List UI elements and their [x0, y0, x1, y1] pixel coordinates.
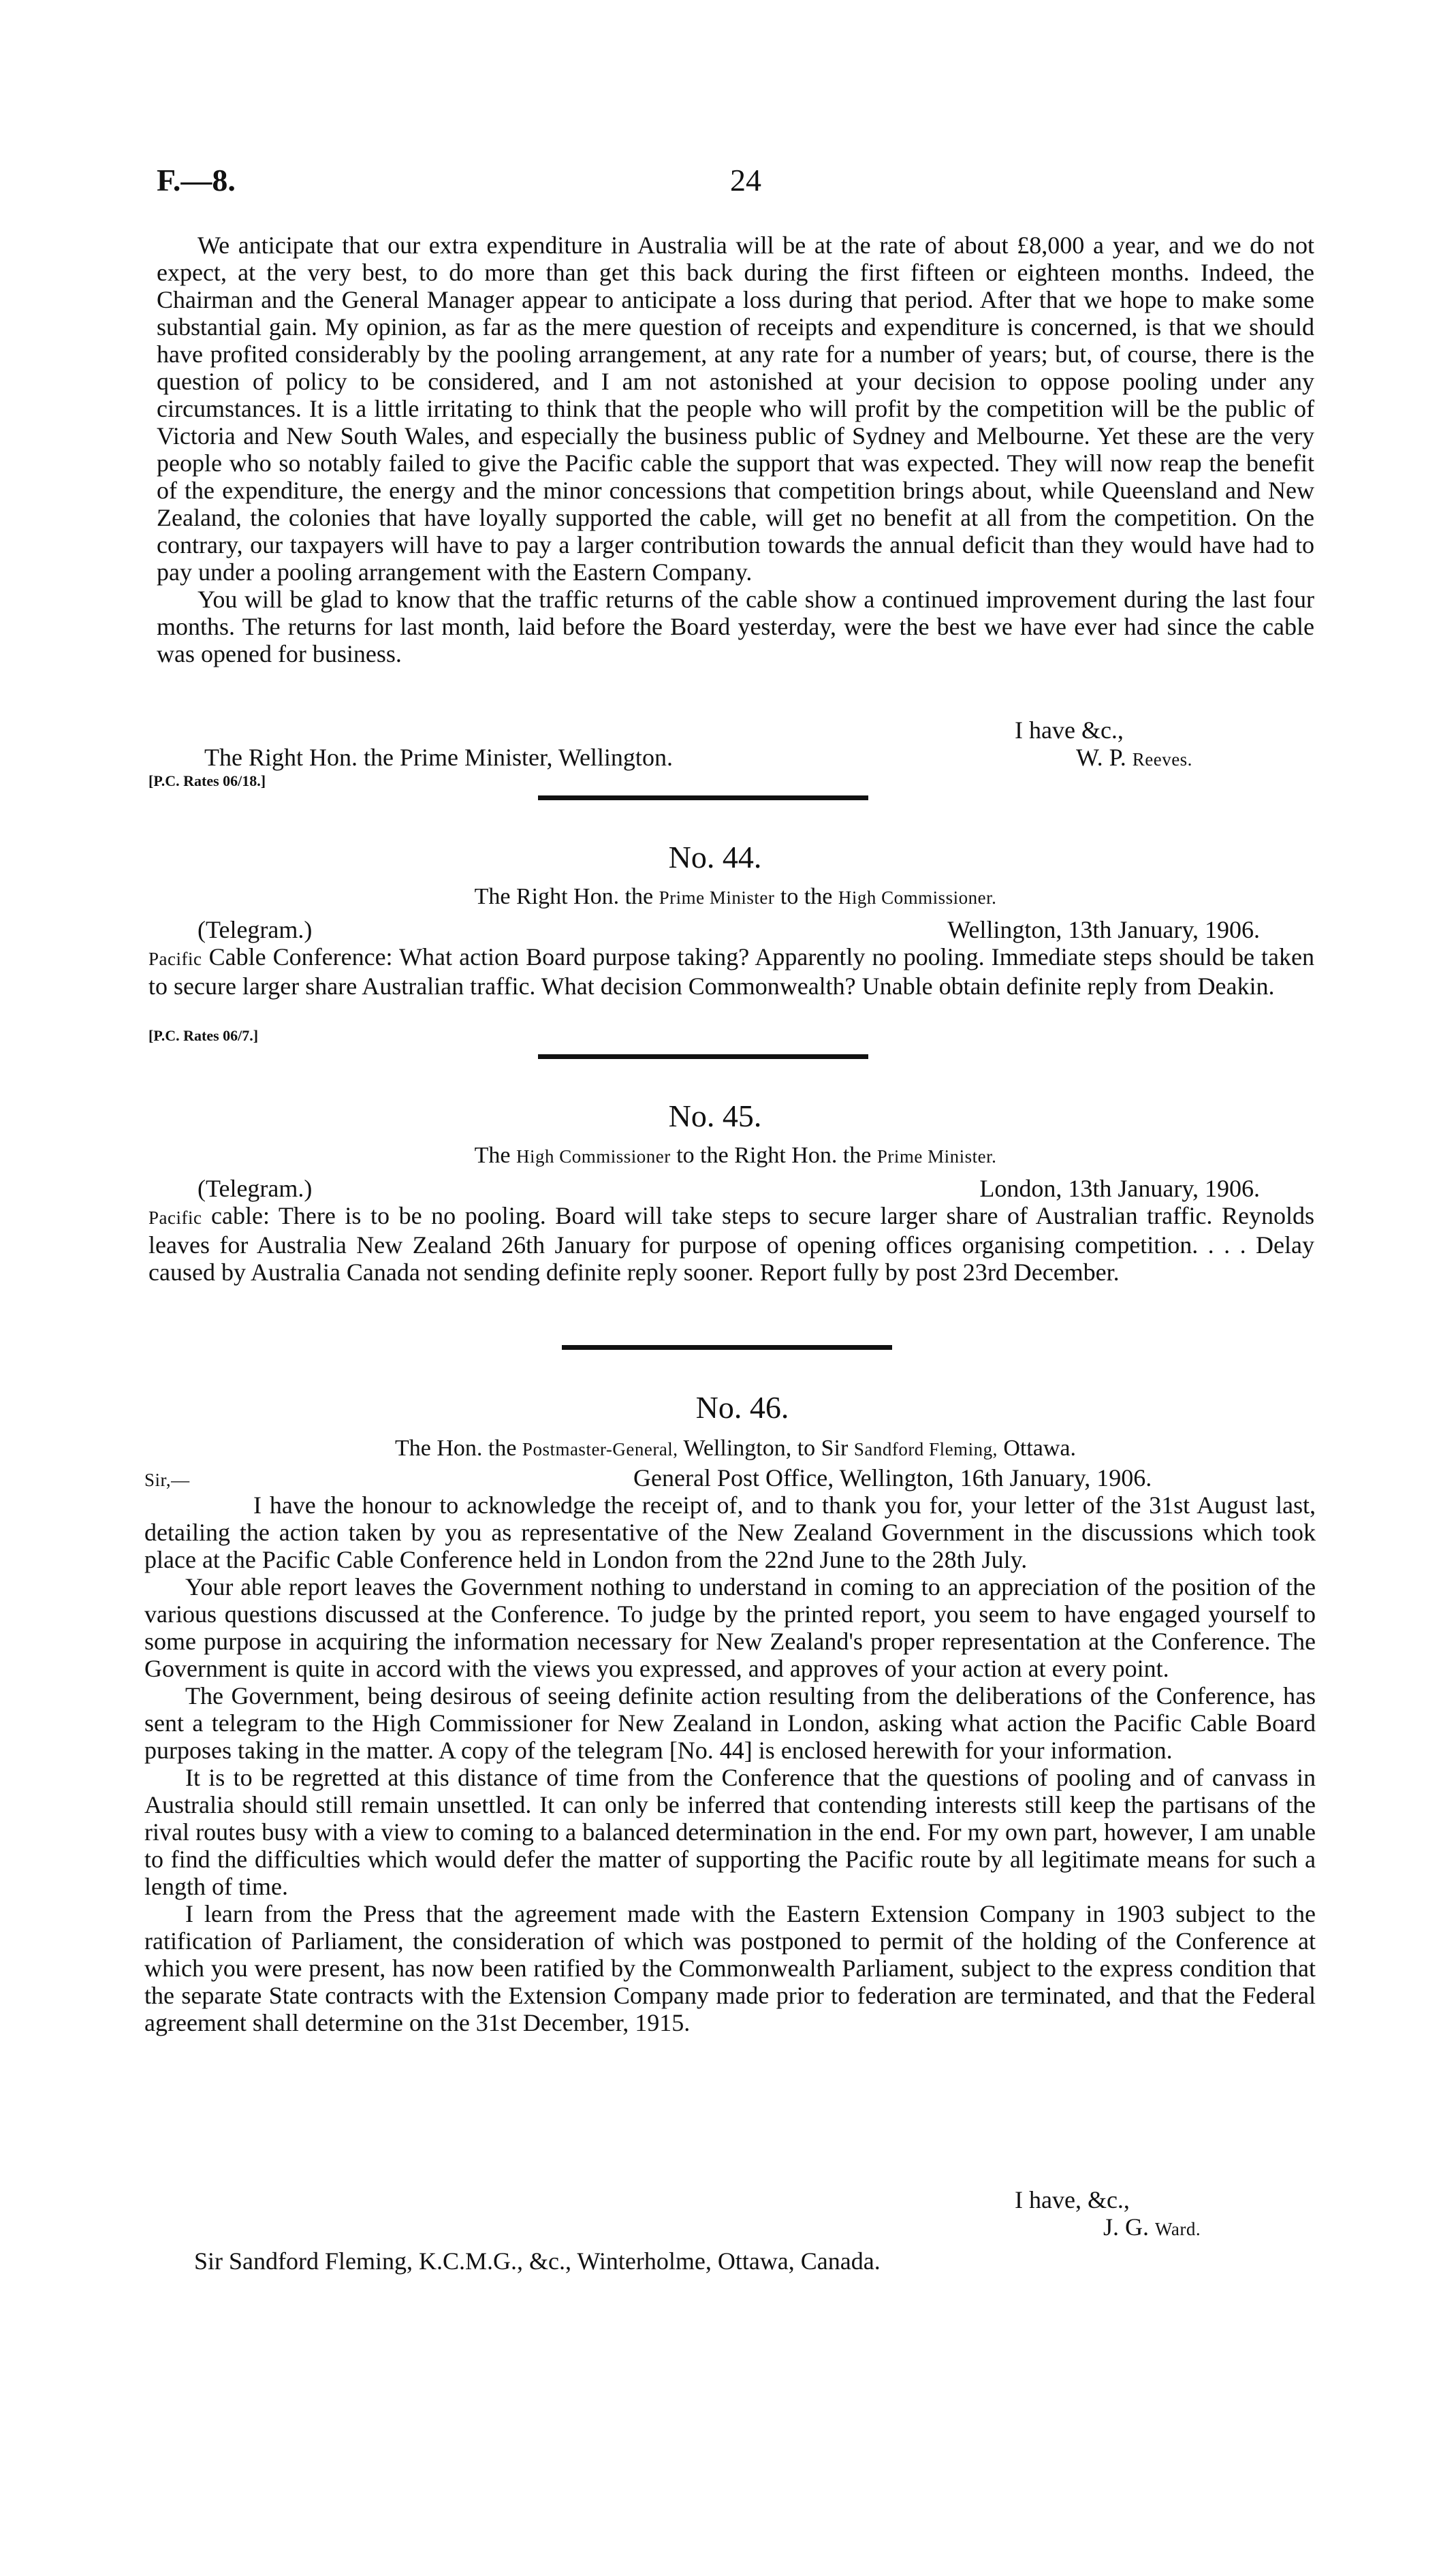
document-number-46: No. 46.: [695, 1390, 789, 1425]
telegram-type: (Telegram.): [197, 916, 313, 943]
dateline: General Post Office, Wellington, 16th January, 1906.: [633, 1464, 1152, 1491]
signature: J. G. Ward.: [1103, 2213, 1201, 2241]
dateline: London, 13th January, 1906.: [979, 1175, 1260, 1202]
paragraph: I have the honour to acknowledge the receipt of, and to thank you for, your letter of the 31st August last, detailing the action taken by you as representative of the New Zealand Government in the discussions which took place at the Pacific Cable Conference held in London from the 22nd June to the 28th July.: [144, 1491, 1316, 1573]
telegram-line-45: [197, 1175, 1260, 1202]
divider: [538, 795, 868, 800]
document-number-44: No. 44.: [668, 840, 762, 874]
document-title-44: The Right Hon. the Prime Minister to the High Commissioner.: [474, 884, 997, 909]
document-number-45: No. 45.: [668, 1099, 762, 1133]
paragraph: We anticipate that our extra expenditure in Australia will be at the rate of about £8,000 a year, and we do not expect, at the very best, to do more than get this back during the first fifteen or eighteen months. Indeed, the Chairman and the General Manager appear to anticipate a loss during that period. After that we hope to make some substantial gain. My opinion, as far as the mere question of receipts and expenditure is concerned, is that we should have profited considerably by the pooling arrangement, at any rate for a number of years; but, of course, there is the question of policy to be considered, and I am not astonished at your decision to oppose pooling under any circumstances. It is a little irritating to think that the people who will profit by the competition will be the public of Victoria and New South Wales, and especially the business public of Sydney and Melbourne. Yet these are the very people who so notably failed to give the Pacific cable the support that was expected. They will now reap the benefit of the expenditure, the energy and the minor concessions that competition brings about, while Queensland and New Zealand, the colonies that have loyally supported the cable, will get no benefit at all from the competition. On the contrary, our taxpayers will have to pay a larger contribution towards the annual deficit than they would have had to pay under a pooling arrangement with the Eastern Company.: [157, 232, 1314, 586]
closing: I have, &c.,: [1015, 2186, 1130, 2213]
divider: [538, 1054, 868, 1059]
document-title-46: The Hon. the Postmaster-General, Wellington, to Sir Sandford Fleming, Ottawa.: [394, 1436, 1077, 1461]
document-title-45: The High Commissioner to the Right Hon. the Prime Minister.: [474, 1143, 997, 1168]
paragraph: The Government, being desirous of seeing definite action resulting from the deliberations of the Conference, has sent a telegram to the High Commissioner for New Zealand in London, asking what action the Pacific Cable Board purposes taking in the matter. A copy of the telegram [No. 44] is enclosed herewith for your information.: [144, 1682, 1316, 1764]
paragraph: I learn from the Press that the agreement made with the Eastern Extension Company in 1903 subject to the ratification of Parliament, the consideration of which was postponed to permit of the holding of the Conference at which you were present, has now been ratified by the Commonwealth Parliament, subject to the express condition that the separate State contracts with the Extension Company made prior to federation are terminated, and that the Federal agreement shall determine on the 31st December, 1915.: [144, 1900, 1316, 2036]
document-code: F.—8.: [157, 163, 236, 198]
reference: [P.C. Rates 06/18.]: [148, 772, 266, 789]
paragraph: Your able report leaves the Government nothing to understand in coming to an appreciation of the position of the various questions discussed at the Conference. To judge by the printed report, you seem to have engaged yourself to some purpose in acquiring the information necessary for New Zealand's proper representation at the Conference. The Government is quite in accord with the views you expressed, and approves of your action at every point.: [144, 1573, 1316, 1682]
letter-43-body: [157, 232, 1314, 667]
telegram-body-44: Pacific Cable Conference: What action Board purpose taking? Apparently no pooling. Immediate steps should be taken to secure larger share Australian traffic. What decision Commonwealth? Unable obtain definite reply from Deakin.: [148, 943, 1314, 1000]
telegram-body-45: Pacific cable: There is to be no pooling. Board will take steps to secure larger share of Australian traffic. Reynolds leaves for Australia New Zealand 26th January for purpose of opening offices organising competition. . . . Delay caused by Australia Canada not sending definite reply sooner. Report fully by post 23rd December.: [148, 1202, 1314, 1286]
closing: I have &c.,: [1015, 716, 1124, 744]
paragraph: You will be glad to know that the traffic returns of the cable show a continued improvement during the last four months. The returns for last month, laid before the Board yesterday, were the best we have ever had since the cable was opened for business.: [157, 586, 1314, 667]
page-number: 24: [730, 163, 761, 198]
reference: [P.C. Rates 06/7.]: [148, 1027, 259, 1044]
telegram-type: (Telegram.): [197, 1175, 313, 1202]
addressee: Sir Sandford Fleming, K.C.M.G., &c., Winterholme, Ottawa, Canada.: [194, 2247, 881, 2275]
addressee: The Right Hon. the Prime Minister, Wellington.: [204, 744, 673, 771]
salutation: Sir,—: [144, 1470, 190, 1490]
dateline: Wellington, 13th January, 1906.: [947, 916, 1260, 943]
letter-46-body: [144, 1491, 1316, 2036]
divider: [562, 1345, 892, 1350]
telegram-line-44: [197, 916, 1260, 943]
signature: W. P. Reeves.: [1076, 744, 1192, 771]
paragraph: It is to be regretted at this distance of time from the Conference that the questions of pooling and of canvass in Australia should still remain unsettled. It can only be inferred that contending interests still keep the partisans of the rival routes busy with a view to coming to a balanced determination in the end. For my own part, however, I am unable to find the difficulties which would defer the matter of supporting the Pacific route by all legitimate means for such a length of time.: [144, 1764, 1316, 1900]
